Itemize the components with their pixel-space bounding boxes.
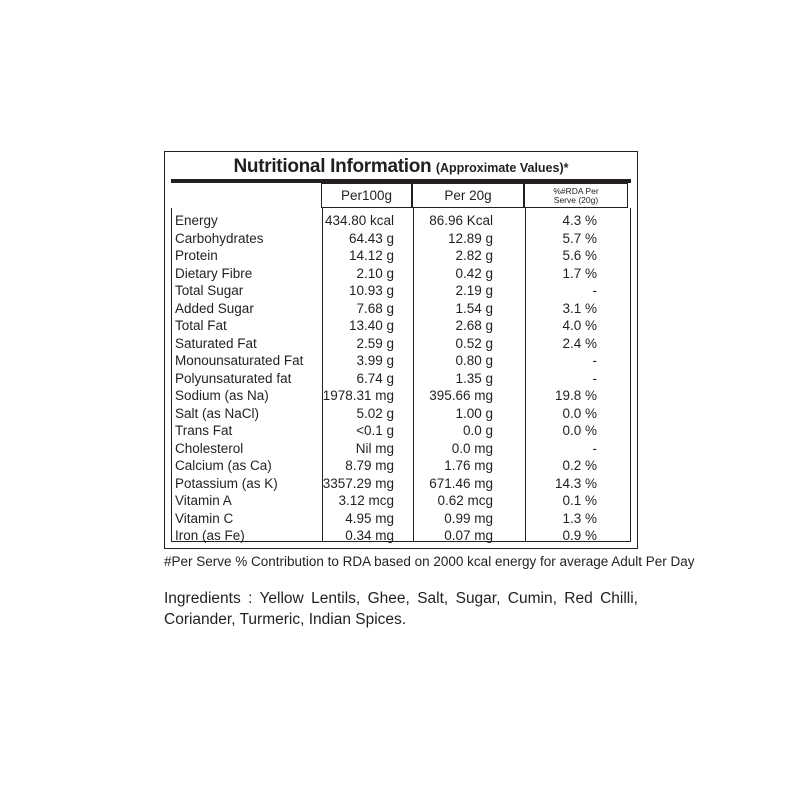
table-row — [165, 405, 637, 423]
value-per100g: 3.99 g — [356, 353, 394, 368]
value-per20g: 12.89 g — [447, 230, 493, 246]
value-rda: 0.2 % — [562, 458, 597, 473]
nutrient-name: Calcium (as Ca) — [175, 458, 272, 473]
value-rda: 3.1 % — [562, 300, 597, 316]
value-per100g: 2.10 g — [356, 265, 394, 281]
title-sub: (Approximate Values)* — [435, 161, 569, 175]
table-row — [165, 492, 637, 510]
value-rda: 19.8 % — [554, 388, 597, 403]
value-per20g: 2.68 g — [455, 318, 493, 333]
value-rda: 5.6 % — [562, 248, 597, 263]
table-row — [165, 335, 637, 353]
header-rda: %#RDA Per Serve (20g) — [524, 183, 628, 208]
value-per20g: 86.96 Kcal — [429, 213, 493, 228]
nutrient-name: Iron (as Fe) — [175, 528, 245, 543]
nutrient-name: Potassium (as K) — [175, 475, 278, 491]
nutrient-name: Carbohydrates — [175, 230, 264, 246]
nutrient-name: Salt (as NaCl) — [175, 405, 260, 421]
nutrient-name: Polyunsaturated fat — [175, 370, 292, 386]
table-row — [165, 510, 637, 528]
table-row — [165, 475, 637, 493]
table-row — [165, 527, 637, 545]
table-row — [165, 212, 637, 230]
value-rda: - — [592, 440, 597, 456]
value-rda: 1.3 % — [562, 510, 597, 526]
value-per20g: 0.99 mg — [444, 510, 493, 526]
nutrient-name: Saturated Fat — [175, 335, 257, 351]
value-rda: 0.0 % — [562, 423, 597, 438]
value-per100g: Nil mg — [355, 440, 394, 456]
nutrient-name: Vitamin A — [175, 493, 232, 508]
value-per100g: 10.93 g — [348, 283, 394, 298]
value-per100g: 5.02 g — [356, 405, 394, 421]
table-row — [165, 422, 637, 440]
value-per100g: 13.40 g — [348, 318, 394, 333]
table-row — [165, 370, 637, 388]
ingredients-text: Ingredients : Yellow Lentils, Ghee, Salt, Sugar, Cumin, Red Chilli, Coriander, Turmeric, Indian Spices. — [164, 590, 638, 628]
value-per100g: 64.43 g — [348, 230, 394, 246]
value-per20g: 1.35 g — [455, 370, 493, 386]
value-per20g: 1.00 g — [455, 405, 493, 421]
value-per100g: 14.12 g — [348, 248, 394, 263]
value-rda: 5.7 % — [562, 230, 597, 246]
table-row — [165, 247, 637, 265]
nutrient-name: Total Sugar — [175, 283, 244, 298]
value-per20g: 671.46 mg — [429, 475, 493, 491]
value-rda: 14.3 % — [554, 475, 597, 491]
value-per100g: 4.95 mg — [345, 510, 394, 526]
table-row — [165, 300, 637, 318]
value-per100g: 3357.29 mg — [322, 475, 394, 491]
value-per20g: 0.80 g — [455, 353, 493, 368]
value-rda: 4.0 % — [562, 318, 597, 333]
table-row — [165, 387, 637, 405]
value-per20g: 2.19 g — [455, 283, 493, 298]
header-per20g: Per 20g — [412, 183, 524, 208]
table-title — [165, 156, 637, 178]
value-rda: 0.9 % — [562, 528, 597, 543]
title-main: Nutritional Information — [233, 156, 432, 177]
value-per100g: 2.59 g — [356, 335, 394, 351]
value-per100g: 7.68 g — [356, 300, 394, 316]
value-rda: - — [592, 353, 597, 368]
value-per100g: 3.12 mcg — [338, 493, 394, 508]
nutrient-name: Dietary Fibre — [175, 265, 253, 281]
nutrient-name: Protein — [175, 248, 218, 263]
value-per20g: 1.54 g — [455, 300, 493, 316]
value-rda: 0.0 % — [562, 405, 597, 421]
value-per100g: 0.34 mg — [345, 528, 394, 543]
value-rda: - — [592, 370, 597, 386]
table-row — [165, 457, 637, 475]
nutrient-name: Total Fat — [175, 318, 227, 333]
value-rda: - — [592, 283, 597, 298]
value-per20g: 0.62 mcg — [437, 493, 493, 508]
nutrient-name: Added Sugar — [175, 300, 254, 316]
table-row — [165, 317, 637, 335]
table-row — [165, 265, 637, 283]
table-row — [165, 230, 637, 248]
nutrient-name: Vitamin C — [175, 510, 234, 526]
nutrient-name: Cholesterol — [175, 440, 244, 456]
value-per20g: 0.07 mg — [444, 528, 493, 543]
nutrient-name: Energy — [175, 213, 218, 228]
value-per100g: <0.1 g — [356, 423, 394, 438]
value-rda: 0.1 % — [562, 493, 597, 508]
value-per20g: 0.0 g — [462, 423, 493, 438]
table-row — [165, 352, 637, 370]
value-per20g: 1.76 mg — [444, 458, 493, 473]
value-rda: 2.4 % — [562, 335, 597, 351]
value-per100g: 434.80 kcal — [324, 213, 394, 228]
nutrition-table — [164, 151, 638, 549]
table-row — [165, 282, 637, 300]
value-per20g: 0.42 g — [455, 265, 493, 281]
value-per20g: 2.82 g — [455, 248, 493, 263]
value-per100g: 6.74 g — [356, 370, 394, 386]
value-per100g: 8.79 mg — [345, 458, 394, 473]
rda-footnote: #Per Serve % Contribution to RDA based on 2000 kcal energy for average Adult Per Day — [164, 554, 695, 569]
nutrient-name: Sodium (as Na) — [175, 388, 269, 403]
value-per20g: 395.66 mg — [429, 388, 493, 403]
value-rda: 1.7 % — [562, 265, 597, 281]
value-per20g: 0.0 mg — [451, 440, 493, 456]
nutrient-name: Monounsaturated Fat — [175, 353, 304, 368]
header-per100g: Per100g — [321, 183, 412, 208]
nutrient-name: Trans Fat — [175, 423, 233, 438]
table-row — [165, 440, 637, 458]
value-per20g: 0.52 g — [455, 335, 493, 351]
value-rda: 4.3 % — [562, 213, 597, 228]
value-per100g: 1978.31 mg — [322, 388, 394, 403]
table-rows — [165, 212, 637, 545]
